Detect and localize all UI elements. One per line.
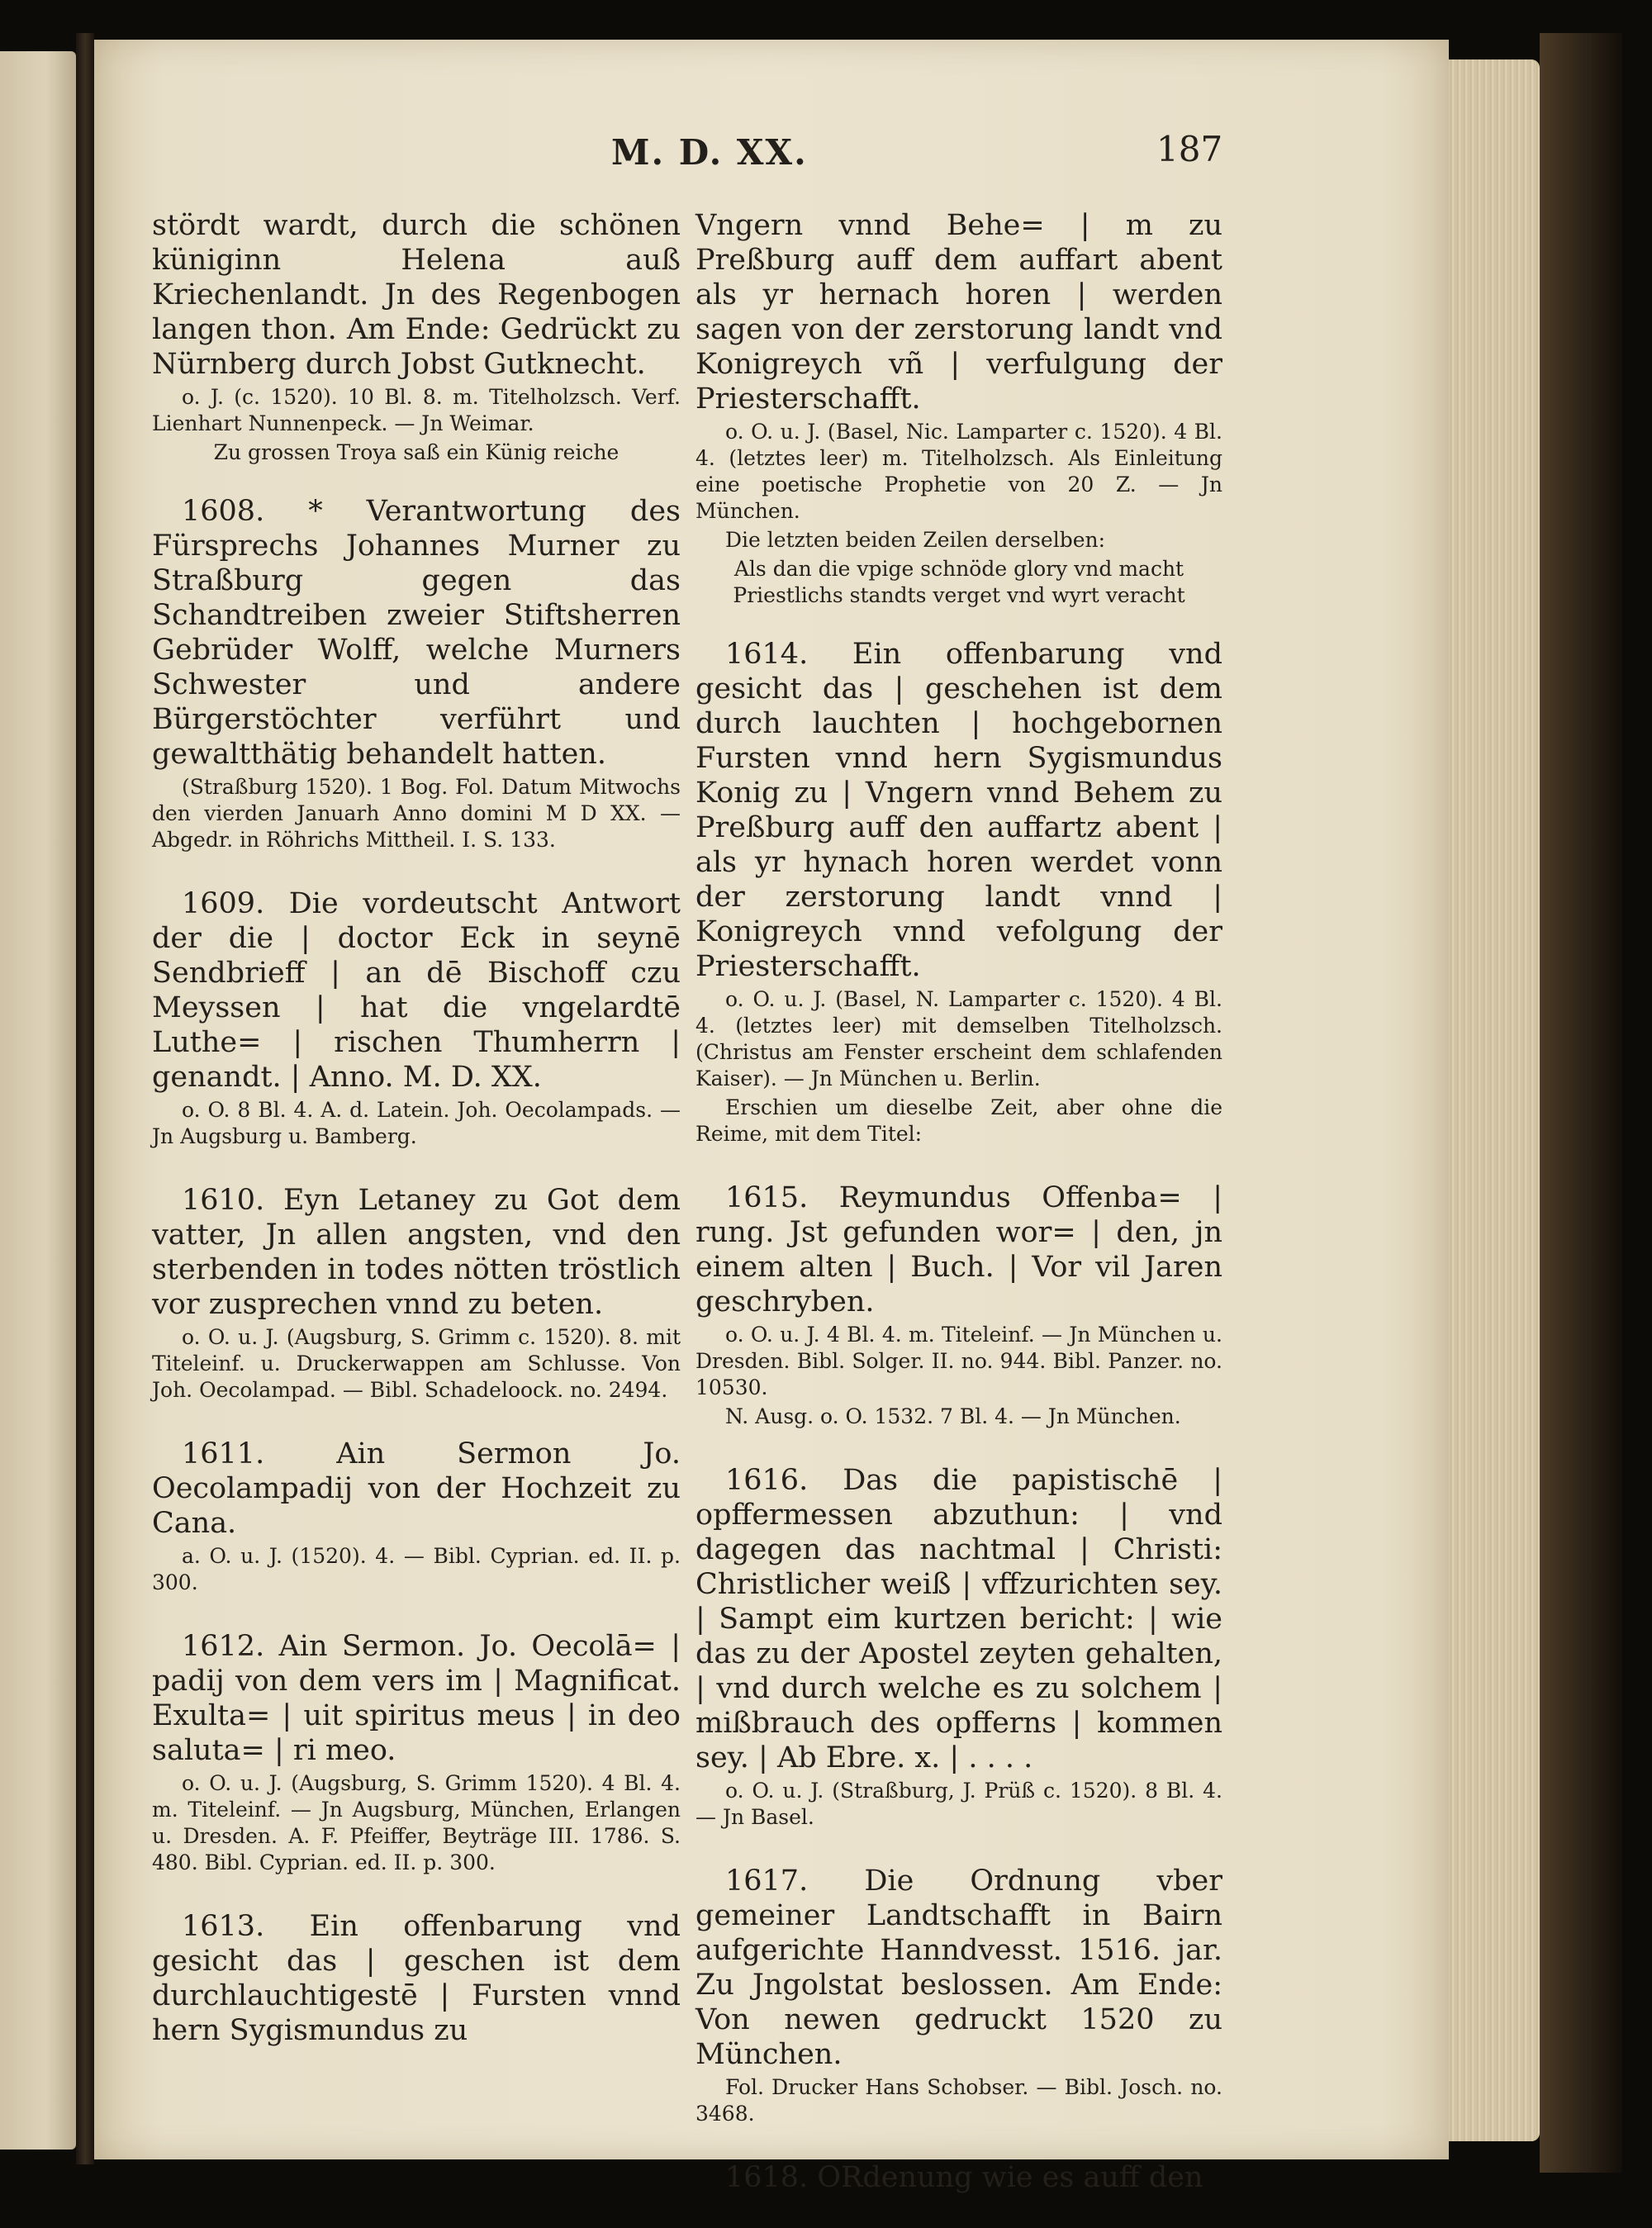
entry-number: 1611. (182, 1437, 265, 1470)
entry-number: 1608. (182, 495, 265, 528)
page-number: 187 (1156, 129, 1223, 169)
bibliography-entry (695, 1181, 1222, 1430)
bibliography-entry (152, 1629, 681, 1876)
bibliography-entry (152, 1183, 681, 1404)
entry-title (695, 1181, 1222, 1319)
entry-title (152, 1909, 681, 2048)
entry-title-text: Das die papistischē | opffermessen abzuthun: | vnd dagegen das nachtmal | Christi: Christlicher weiß | vffzurichten sey. | Sampt eim kurtzen bericht: | wie das zu der Apostel zeyten gehalten, | vnd durch welche es zu solchem | mißbrauch des opfferns | kommen sey. | Ab Ebre. x. | . . . . (695, 1464, 1222, 1774)
entry-title (152, 1183, 681, 1322)
entry-meta: Fol. Drucker Hans Schobser. — Bibl. Josch. no. 3468. (695, 2075, 1222, 2126)
bibliography-entry (152, 1909, 681, 2048)
entry-number: 1616. (725, 1464, 809, 1497)
entry-number: 1610. (182, 1184, 265, 1217)
entry-meta: o. J. (c. 1520). 10 Bl. 8. m. Titelholzsch. Verf. Lienhart Nunnenpeck. — Jn Weimar. (152, 385, 681, 435)
entry-number: 1609. (182, 887, 265, 920)
entry-title-text: Die Ordnung vber gemeiner Landtschafft in Bairn aufgerichte Hanndvesst. 1516. jar. Zu Jngolstat beslossen. Am Ende: Von newen gedruckt 1520 zu München. (695, 1865, 1222, 2071)
entry-title-text: ORdenung wie es auff den (817, 2161, 1203, 2194)
entry-meta: o. O. u. J. 4 Bl. 4. m. Titeleinf. — Jn München u. Dresden. Bibl. Solger. II. no. 944. Bibl. Panzer. no. 10530. (695, 1323, 1222, 1399)
entry-note: Die letzten beiden Zeilen derselben: (725, 528, 1106, 552)
entry-title (152, 494, 681, 772)
entry-number: 1614. (725, 638, 809, 671)
entry-quote: Als dan die vpige schnöde glory vnd macht Priestlichs standts verget vnd wyrt veracht (733, 557, 1185, 607)
book-cover-edge (1540, 33, 1622, 2173)
bibliography-entry (695, 1864, 1222, 2127)
running-title: M. D. XX. (611, 132, 808, 173)
entry-meta: o. O. 8 Bl. 4. A. d. Latein. Joh. Oecolampads. — Jn Augsburg u. Bamberg. (152, 1098, 681, 1148)
bibliography-entry (152, 494, 681, 853)
book-gutter (76, 33, 94, 2164)
entry-title-text: Eyn Letaney zu Got dem vatter, Jn allen angsten, vnd den sterbenden in todes nötten tröstlich vor zusprechen vnnd zu beten. (152, 1184, 681, 1321)
entry-quote: Zu grossen Troya saß ein Künig reiche (213, 440, 620, 464)
entry-title (695, 1463, 1222, 1775)
page-block-edges (1449, 59, 1540, 2141)
entry-title (695, 2160, 1222, 2195)
entry-title-text: * Verantwortung des Fürsprechs Johannes Murner zu Straßburg gegen das Schandtreiben zweier Stiftsherren Gebrüder Wolff, welche Murners Schwester und andere Bürgerstöchter verführt und gewaltthätig behandelt hatten. (152, 495, 681, 771)
entry-meta: a. O. u. J. (1520). 4. — Bibl. Cyprian. ed. II. p. 300. (152, 1544, 681, 1594)
entry-meta: N. Ausg. o. O. 1532. 7 Bl. 4. — Jn München. (725, 1404, 1181, 1428)
entry-meta: o. O. u. J. (Straßburg, J. Prüß c. 1520). 8 Bl. 4. — Jn Basel. (695, 1779, 1222, 1829)
entry-meta: o. O. u. J. (Basel, Nic. Lamparter c. 1520). 4 Bl. 4. (letztes leer) m. Titelholzsch. Als Einleitung eine poetische Prophetie von 20 Z. — Jn München. (695, 420, 1222, 523)
entry-title (152, 1437, 681, 1541)
entry-title: stördt wardt, durch die schönen küniginn Helena auß Kriechenlandt. Jn des Regenbogen langen thon. Am Ende: Gedrückt zu Nürnberg durch Jobst Gutknecht. (152, 209, 681, 381)
entry-title-text: Ain Sermon Jo. Oecolampadij von der Hochzeit zu Cana. (152, 1437, 681, 1540)
bibliography-entry (695, 2160, 1222, 2195)
entry-title-text: Die vordeutscht Antwort der die | doctor Eck in seynē Sendbrieff | an dē Bischoff czu Meyssen | hat die vngelardtē Luthe= | rischen Thumherrn | genandt. | Anno. M. D. XX. (152, 887, 681, 1094)
continued-entry (152, 208, 681, 466)
entry-title-text: Ein offenbarung vnd gesicht das | geschen ist dem durchlauchtigestē | Fursten vnnd hern Sygismundus zu (152, 1910, 681, 2047)
entry-number: 1618. (725, 2161, 809, 2194)
entry-title (152, 1629, 681, 1768)
bibliography-entry (152, 886, 681, 1150)
left-column (152, 208, 681, 2081)
continued-entry (695, 208, 1222, 609)
entry-number: 1615. (725, 1181, 809, 1214)
entry-meta: o. O. u. J. (Augsburg, S. Grimm 1520). 4 Bl. 4. m. Titeleinf. — Jn Augsburg, München, Erlangen u. Dresden. A. F. Pfeiffer, Beyträge III. 1786. S. 480. Bibl. Cyprian. ed. II. p. 300. (152, 1771, 681, 1874)
entry-title (695, 637, 1222, 984)
entry-title-text: Ain Sermon. Jo. Oecolā= | padij von dem vers im | Magnificat. Exulta= | uit spiritus meus | in deo saluta= | ri meo. (152, 1630, 681, 1767)
facing-page-edge (0, 51, 76, 2150)
bibliography-entry (695, 637, 1222, 1147)
bibliography-entry (152, 1437, 681, 1596)
entry-note: Erschien um dieselbe Zeit, aber ohne die Reime, mit dem Titel: (695, 1095, 1222, 1146)
entry-meta: (Straßburg 1520). 1 Bog. Fol. Datum Mitwochs den vierden Januarh Anno domini M D XX. — Abgedr. in Röhrichs Mittheil. I. S. 133. (152, 775, 681, 852)
right-column (695, 208, 1222, 2228)
entry-title (695, 1864, 1222, 2072)
bibliography-entry (695, 1463, 1222, 1831)
entry-title-text: Reymundus Offenba= | rung. Jst gefunden wor= | den, jn einem alten | Buch. | Vor vil Jaren geschryben. (695, 1181, 1222, 1318)
entry-title: Vngern vnnd Behe= | m zu Preßburg auff dem auffart abent als yr hernach horen | werden sagen von der zerstorung landt vnd Konigreych vñ | verfulgung der Priesterschafft. (695, 209, 1222, 416)
entry-meta: o. O. u. J. (Basel, N. Lamparter c. 1520). 4 Bl. 4. (letztes leer) mit demselben Titelholzsch. (Christus am Fenster erscheint dem schlafenden Kaiser). — Jn München u. Berlin. (695, 987, 1222, 1090)
entry-title-text: Ein offenbarung vnd gesicht das | geschehen ist dem durch lauchten | hochgebornen Fursten vnnd hern Sygismundus Konig zu | Vngern vnnd Behem zu Preßburg auff den auffartz abent | als yr hynach horen werdet vonn der zerstorung landt vnnd | Konigreych vnnd vefolgung der Priesterschafft. (695, 638, 1222, 983)
entry-number: 1613. (182, 1910, 265, 1943)
entry-number: 1617. (725, 1865, 809, 1898)
entry-number: 1612. (182, 1630, 265, 1663)
entry-title (152, 886, 681, 1095)
entry-meta: o. O. u. J. (Augsburg, S. Grimm c. 1520). 8. mit Titeleinf. u. Druckerwappen am Schlusse. Von Joh. Oecolampad. — Bibl. Schadeloock. no. 2494. (152, 1325, 681, 1402)
